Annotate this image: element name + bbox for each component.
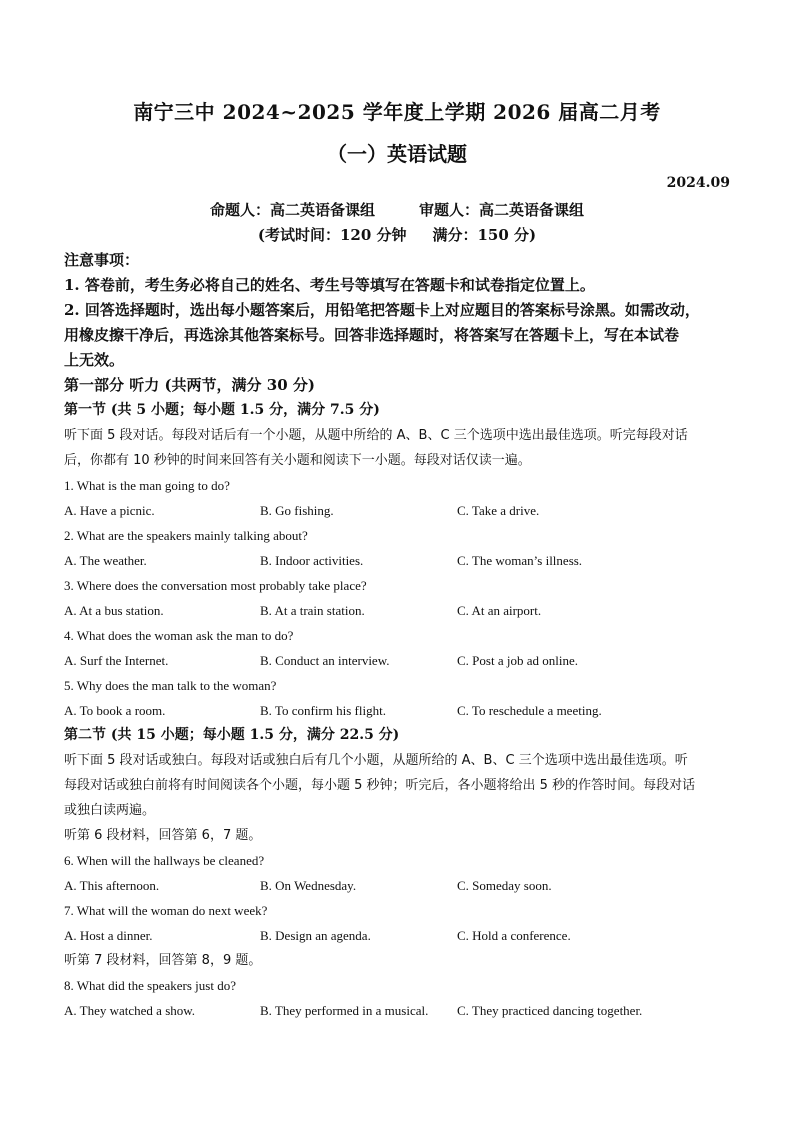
option-b: B. To confirm his flight. <box>260 703 386 718</box>
option-a: A. To book a room. <box>64 703 166 718</box>
option-a: A. The weather. <box>64 553 147 568</box>
option-c: C. The woman’s illness. <box>457 553 583 568</box>
exam-body <box>64 248 734 1023</box>
question-block-5 <box>64 673 734 723</box>
option-a: A. Have a picnic. <box>64 503 155 518</box>
question-stem: 4. What does the woman ask the man to do? <box>64 628 294 643</box>
material-7-label: 听第 7 段材料，回答第 8，9 题。 <box>64 953 262 968</box>
option-c: C. Post a job ad online. <box>457 653 578 668</box>
notice-item-2-line3: 上无效。 <box>64 351 125 369</box>
full-score: 满分：150 分) <box>432 226 537 244</box>
exam-title-line1: 南宁三中 2024~2025 学年度上学期 2026 届高二月考 <box>133 100 661 124</box>
option-b: B. At a train station. <box>260 603 365 618</box>
option-c: C. Hold a conference. <box>457 928 571 943</box>
option-b: B. Go fishing. <box>260 503 334 518</box>
exam-title-line2: （一）英语试题 <box>327 142 467 166</box>
option-b: B. Indoor activities. <box>260 553 364 568</box>
exam-duration-line <box>0 224 794 245</box>
notice-item-2-line2: 用橡皮擦干净后，再选涂其他答案标号。回答非选择题时，将答案写在答题卡上，写在本试卷 <box>64 326 680 344</box>
question-stem: 7. What will the woman do next week? <box>64 903 268 918</box>
notice-heading: 注意事项： <box>64 251 140 269</box>
notice-item-1: 1. 答卷前，考生务必将自己的姓名、考生号等填写在答题卡和试卷指定位置上。 <box>64 276 595 294</box>
option-c: C. They practiced dancing together. <box>457 1003 643 1018</box>
question-stem: 8. What did the speakers just do? <box>64 978 236 993</box>
question-setter: 命题人：高二英语备课组 <box>209 201 375 219</box>
question-block-6 <box>64 848 734 898</box>
exam-date: 2024.09 <box>666 175 730 191</box>
material-6-label: 听第 6 段材料，回答第 6，7 题。 <box>64 828 262 843</box>
question-block-2 <box>64 523 734 573</box>
exam-time: (考试时间：120 分钟 <box>257 226 407 244</box>
question-stem: 5. Why does the man talk to the woman? <box>64 678 277 693</box>
question-options <box>64 498 734 523</box>
option-c: C. Take a drive. <box>457 503 540 518</box>
option-a: A. This afternoon. <box>64 878 160 893</box>
section2-instructions-line1: 听下面 5 段对话或独白。每段对话或独白后有几个小题，从题所给的 A、B、C 三个选项中选出最佳选项。听 <box>64 753 688 768</box>
question-stem: 3. Where does the conversation most probably take place? <box>64 578 367 593</box>
section2-heading: 第二节 (共 15 小题；每小题 1.5 分，满分 22.5 分) <box>64 727 400 743</box>
option-c: C. To reschedule a meeting. <box>457 703 602 718</box>
section1-instructions-line2: 后，你都有 10 秒钟的时间来回答有关小题和阅读下一小题。每段对话仅读一遍。 <box>64 453 531 468</box>
question-stem: 1. What is the man going to do? <box>64 478 230 493</box>
question-block-8 <box>64 973 734 1023</box>
question-block-3 <box>64 573 734 623</box>
option-a: A. They watched a show. <box>64 1003 196 1018</box>
question-options <box>64 998 734 1023</box>
question-options <box>64 598 734 623</box>
question-options <box>64 548 734 573</box>
section2-instructions-line3: 或独白读两遍。 <box>64 803 156 818</box>
option-b: B. Design an agenda. <box>260 928 371 943</box>
option-a: A. Surf the Internet. <box>64 653 169 668</box>
part1-heading: 第一部分 听力 (共两节，满分 30 分) <box>64 376 315 394</box>
question-block-7 <box>64 898 734 948</box>
question-stem: 6. When will the hallways be cleaned? <box>64 853 265 868</box>
question-block-1 <box>64 473 734 523</box>
section2-instructions-line2: 每段对话或独白前将有时间阅读各个小题，每小题 5 秒钟；听完后，各小题将给出 5 秒的作答时间。每段对话 <box>64 778 696 793</box>
option-a: A. At a bus station. <box>64 603 164 618</box>
question-block-4 <box>64 623 734 673</box>
option-b: B. They performed in a musical. <box>260 1003 429 1018</box>
question-options <box>64 873 734 898</box>
option-c: C. At an airport. <box>457 603 542 618</box>
question-options <box>64 698 734 723</box>
section1-instructions-line1: 听下面 5 段对话。每段对话后有一个小题，从题中所给的 A、B、C 三个选项中选出最佳选项。听完每段对话 <box>64 428 688 443</box>
question-options <box>64 648 734 673</box>
option-a: A. Host a dinner. <box>64 928 153 943</box>
question-stem: 2. What are the speakers mainly talking about? <box>64 528 308 543</box>
option-b: B. Conduct an interview. <box>260 653 390 668</box>
authors-line <box>0 199 794 220</box>
question-options <box>64 923 734 948</box>
option-b: B. On Wednesday. <box>260 878 357 893</box>
question-reviewer: 审题人：高二英语备课组 <box>419 201 585 219</box>
notice-item-2-line1: 2. 回答选择题时，选出每小题答案后，用铅笔把答题卡上对应题目的答案标号涂黑。如需改动， <box>64 301 700 319</box>
section1-heading: 第一节 (共 5 小题；每小题 1.5 分，满分 7.5 分) <box>64 402 380 418</box>
option-c: C. Someday soon. <box>457 878 552 893</box>
